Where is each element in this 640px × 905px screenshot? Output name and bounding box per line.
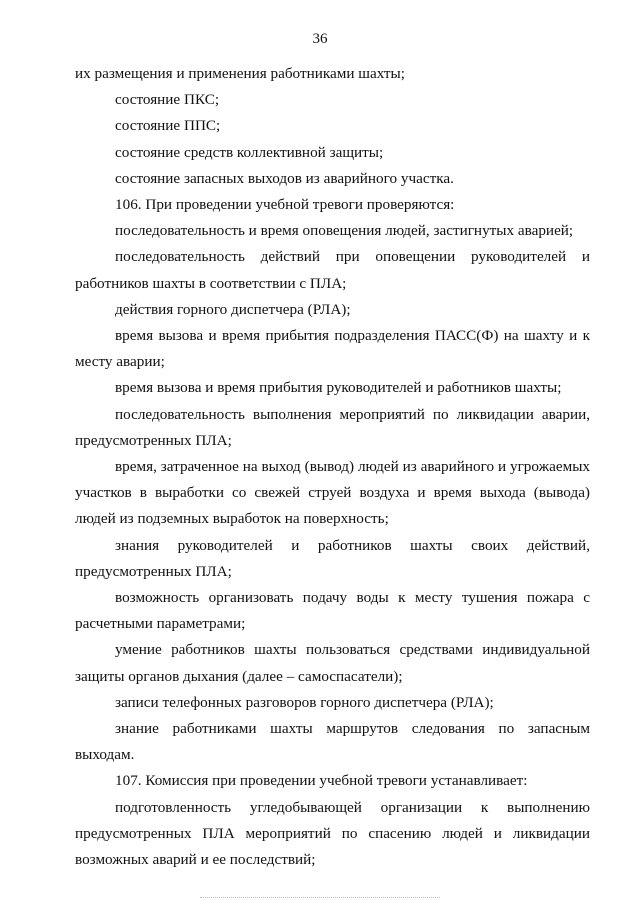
paragraph: записи телефонных разговоров горного диспетчера (РЛА); bbox=[115, 693, 494, 711]
paragraph: время вызова и время прибытия подразделения ПАСС(Ф) на шахту и к месту аварии; bbox=[75, 327, 590, 371]
section-107-heading: 107. Комиссия при проведении учебной тревоги устанавливает: bbox=[115, 772, 528, 790]
paragraph: состояние ППС; bbox=[115, 117, 221, 135]
section-106-heading: 106. При проведении учебной тревоги проверяются: bbox=[115, 196, 455, 214]
page-bottom-divider bbox=[200, 897, 440, 899]
paragraph: состояние средств коллективной защиты; bbox=[115, 143, 384, 161]
paragraph: возможность организовать подачу воды к месту тушения пожара с расчетными параметрами; bbox=[75, 589, 590, 633]
paragraph: последовательность действий при оповещении руководителей и работников шахты в соответствии с ПЛА; bbox=[75, 248, 590, 292]
document-body bbox=[75, 61, 590, 873]
paragraph: состояние ПКС; bbox=[115, 91, 220, 109]
paragraph: подготовленность угледобывающей организации к выполнению предусмотренных ПЛА мероприятий по спасению людей и ликвидации возможных аварий и ее последствий; bbox=[75, 798, 590, 869]
paragraph: время вызова и время прибытия руководителей и работников шахты; bbox=[115, 379, 562, 397]
paragraph: последовательность выполнения мероприятий по ликвидации аварии, предусмотренных ПЛА; bbox=[75, 405, 590, 449]
paragraph: состояние запасных выходов из аварийного участка. bbox=[115, 169, 454, 187]
paragraph: действия горного диспетчера (РЛА); bbox=[115, 300, 351, 318]
page-number: 36 bbox=[312, 31, 328, 47]
paragraph: знание работниками шахты маршрутов следования по запасным выходам. bbox=[75, 720, 590, 764]
paragraph: умение работников шахты пользоваться средствами индивидуальной защиты органов дыхания (далее – самоспасатели); bbox=[75, 641, 590, 685]
paragraph: их размещения и применения работниками шахты; bbox=[75, 65, 405, 82]
paragraph: знания руководителей и работников шахты своих действий, предусмотренных ПЛА; bbox=[75, 536, 590, 580]
paragraph: последовательность и время оповещения людей, застигнутых аварией; bbox=[115, 222, 574, 240]
paragraph: время, затраченное на выход (вывод) людей из аварийного и угрожаемых участков в выработки со свежей струей воздуха и время выхода (вывода) людей из подземных выработок на поверхность; bbox=[75, 458, 590, 528]
